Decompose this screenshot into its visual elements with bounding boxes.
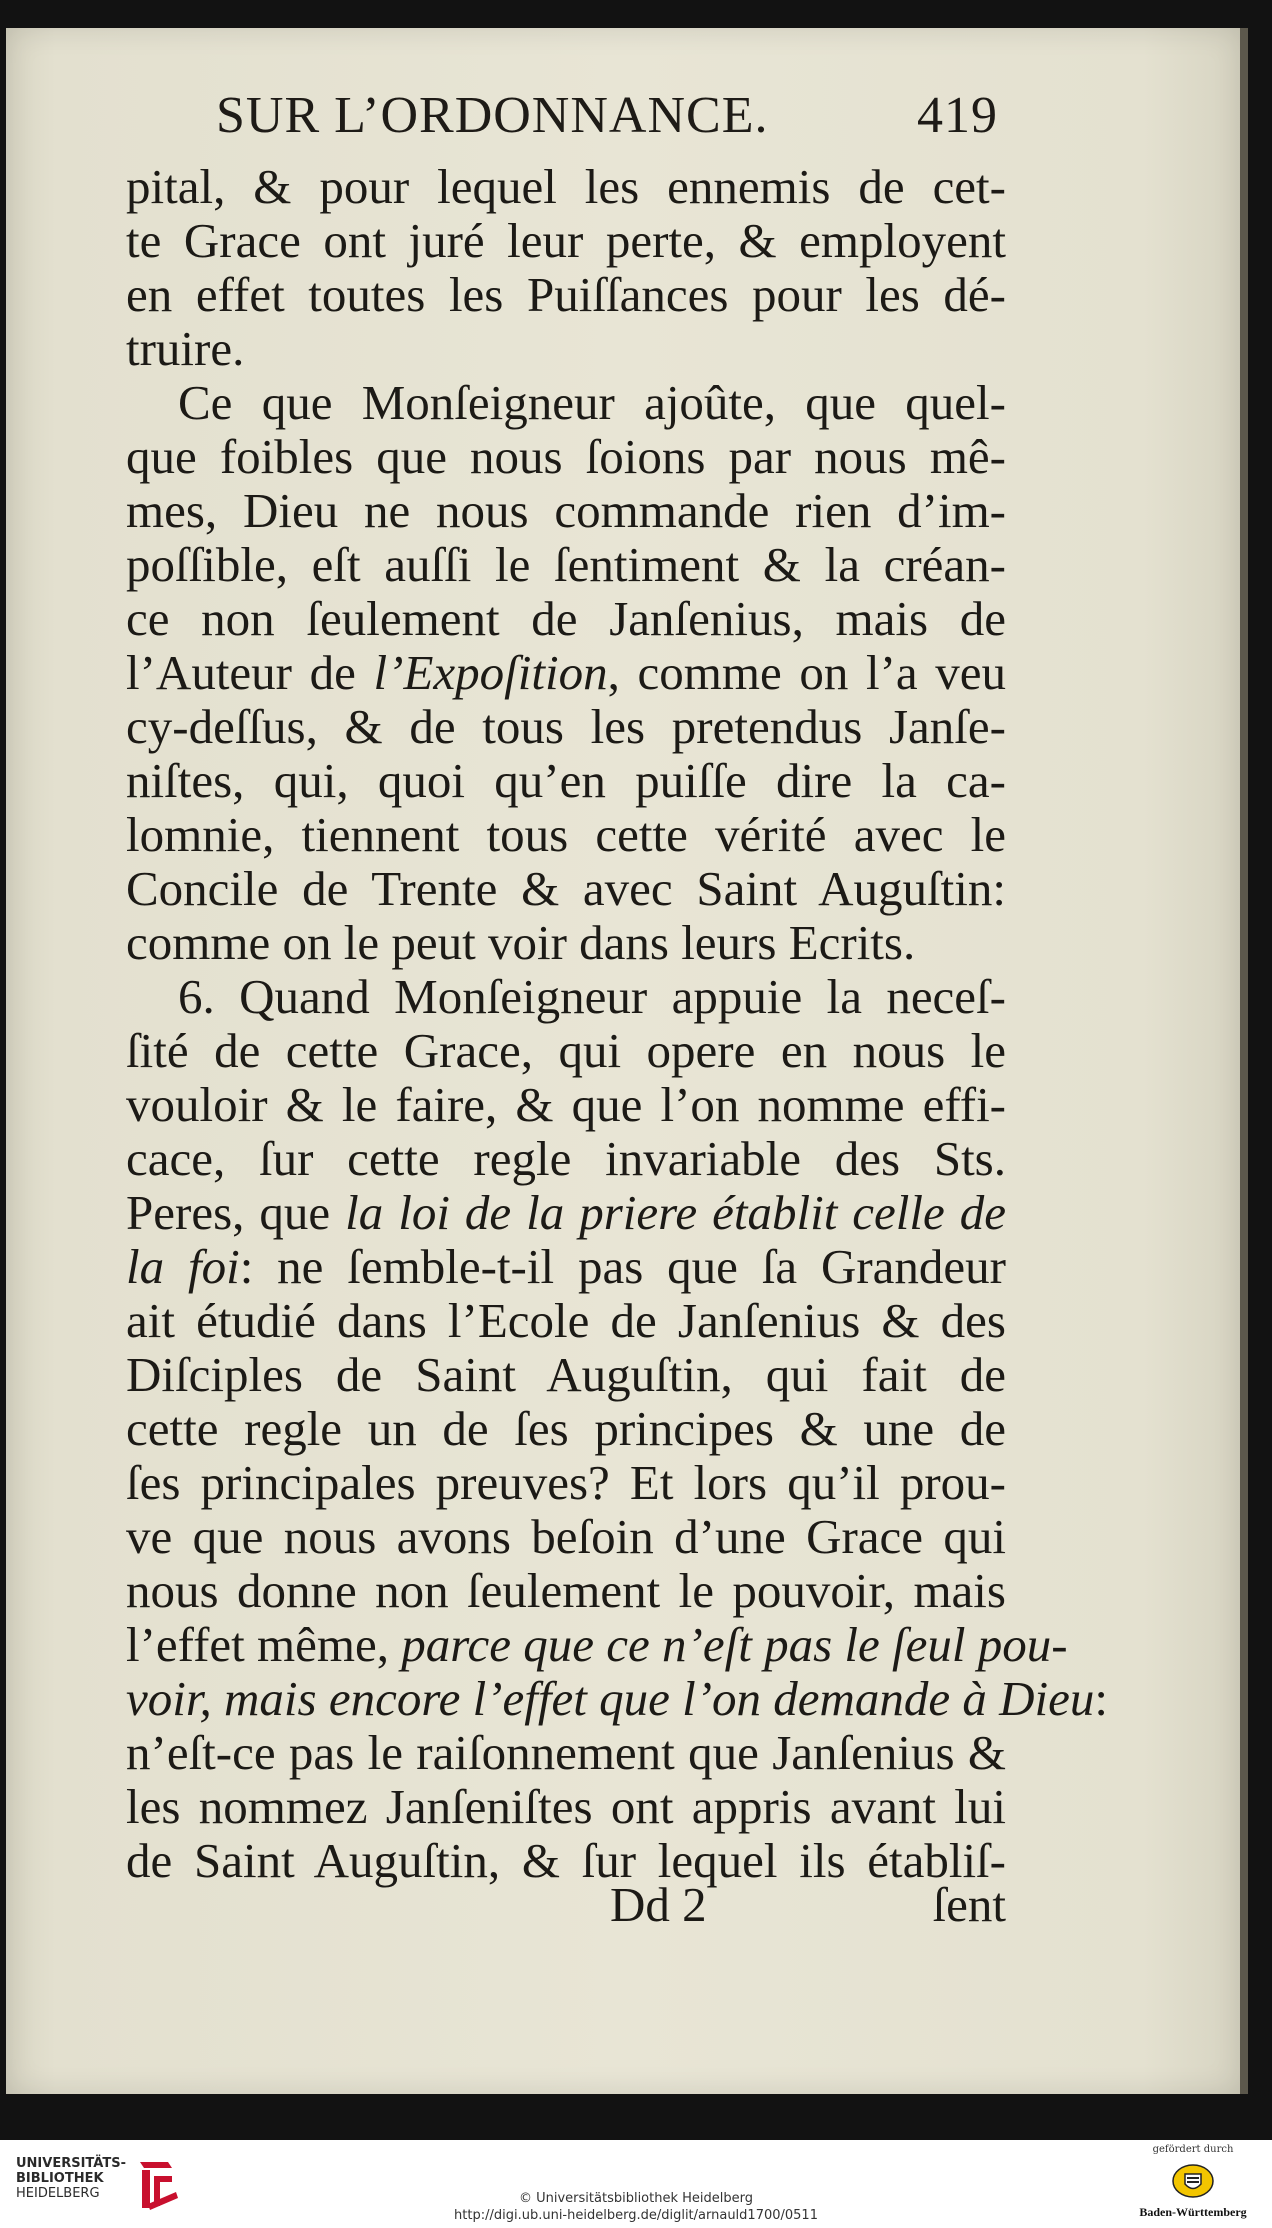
sponsor-block[interactable] [1128,2144,1258,2220]
text-line: mes, Dieu ne nous commande rien d’im- [126,483,1006,538]
running-title: SUR L’ORDONNANCE. [216,87,769,144]
italic-quote: parce que ce n’eſt pas le ſeul pou- [401,1617,1068,1672]
page-edge [1240,28,1248,2094]
text-line: les nommez Janſeniſtes ont appris avant lui [126,1779,1006,1834]
text-line: ce non ſeulement de Janſenius, mais de [126,591,1006,646]
text-run: : [1094,1671,1109,1726]
text-run: , comme on l’a veu [607,645,1007,700]
text-run: : ne ſemble-t-il pas que ſa Grandeur [239,1239,1006,1294]
text-line: lomnie, tiennent tous cette vérité avec le [126,807,1006,862]
page-number: 419 [917,87,998,144]
text-line: Concile de Trente & avec Saint Auguſtin: [126,861,1006,916]
text-line: comme on le peut voir dans leurs Ecrits. [126,915,916,970]
text-line: te Grace ont juré leur perte, & employent [126,213,1006,268]
text-line: nous donne non ſeulement le pouvoir, mais [126,1563,1006,1618]
text-line: n’eſt-ce pas le raiſonnement que Janſenius & [126,1725,1006,1780]
text-line: Diſciples de Saint Auguſtin, qui fait de [126,1347,1006,1402]
text-line: vouloir & le faire, & que l’on nomme effi- [126,1077,1006,1132]
text-line: ſité de cette Grace, qui opere en nous le [126,1023,1006,1078]
text-line: cace, ſur cette regle invariable des Sts. [126,1131,1006,1186]
paragraph-start: Ce que Monſeigneur ajoûte, que quel- [178,375,1006,430]
library-name-line: HEIDELBERG [16,2186,100,2201]
body-text [126,159,1109,1888]
italic-quote: la loi de la priere établit celle de [345,1185,1007,1240]
text-line: que foibles que nous ſoions par nous mê- [126,429,1006,484]
text-line: truire. [126,321,245,376]
permalink-text[interactable]: http://digi.ub.uni-heidelberg.de/diglit/arnauld1700/0511 [454,2208,818,2223]
text-line: ſes principales preuves? Et lors qu’il prou- [126,1455,1006,1510]
text-line: ait étudié dans l’Ecole de Janſenius & des [126,1293,1006,1348]
state-crest-icon [1172,2163,1214,2199]
text-line: niſtes, qui, quoi qu’en puiſſe dire la ca- [126,753,1006,808]
signature-mark: Dd 2 [610,1877,707,1932]
text-line: poſſible, eſt auſſi le ſentiment & la créan- [126,537,1006,592]
text-line: pital, & pour lequel les ennemis de cet- [126,159,1006,214]
text-line: de Saint Auguſtin, & ſur lequel ils établiſ- [126,1833,1006,1888]
italic-quote: la foi [126,1239,240,1294]
catchword: ſent [932,1877,1006,1932]
viewer-footer [0,2140,1272,2228]
library-name-line: UNIVERSITÄTS- [16,2156,126,2171]
text-run: l’Auteur de [126,645,356,700]
italic-quote: voir, mais encore l’effet que l’on demande à Dieu [126,1671,1095,1726]
text-line: cy-deſſus, & de tous les pretendus Janſe- [126,699,1006,754]
text-line: ve que nous avons beſoin d’une Grace qui [126,1509,1006,1564]
text-line [126,1617,1068,1672]
library-name-line: BIBLIOTHEK [16,2171,104,2186]
sponsor-name: Baden-Württemberg [1139,2205,1247,2219]
catchline [126,1876,1006,1932]
text-line [126,1240,1006,1294]
italic-title: l’Expoſition [373,645,608,700]
text-line: en effet toutes les Puiſſances pour les dé- [126,267,1006,322]
copyright-text: © Universitätsbibliothek Heidelberg [518,2191,753,2206]
text-run: Peres, que [126,1185,331,1240]
text-line: cette regle un de ſes principes & une de [126,1401,1006,1456]
credit-block [0,2190,1272,2224]
sponsor-label: gefördert durch [1152,2144,1234,2155]
paragraph-start: 6. Quand Monſeigneur appuie la neceſ- [178,969,1006,1024]
text-run: l’effet même, [126,1617,390,1672]
text-line [126,1671,1109,1726]
text-line [126,646,1006,700]
text-line [126,1186,1006,1240]
